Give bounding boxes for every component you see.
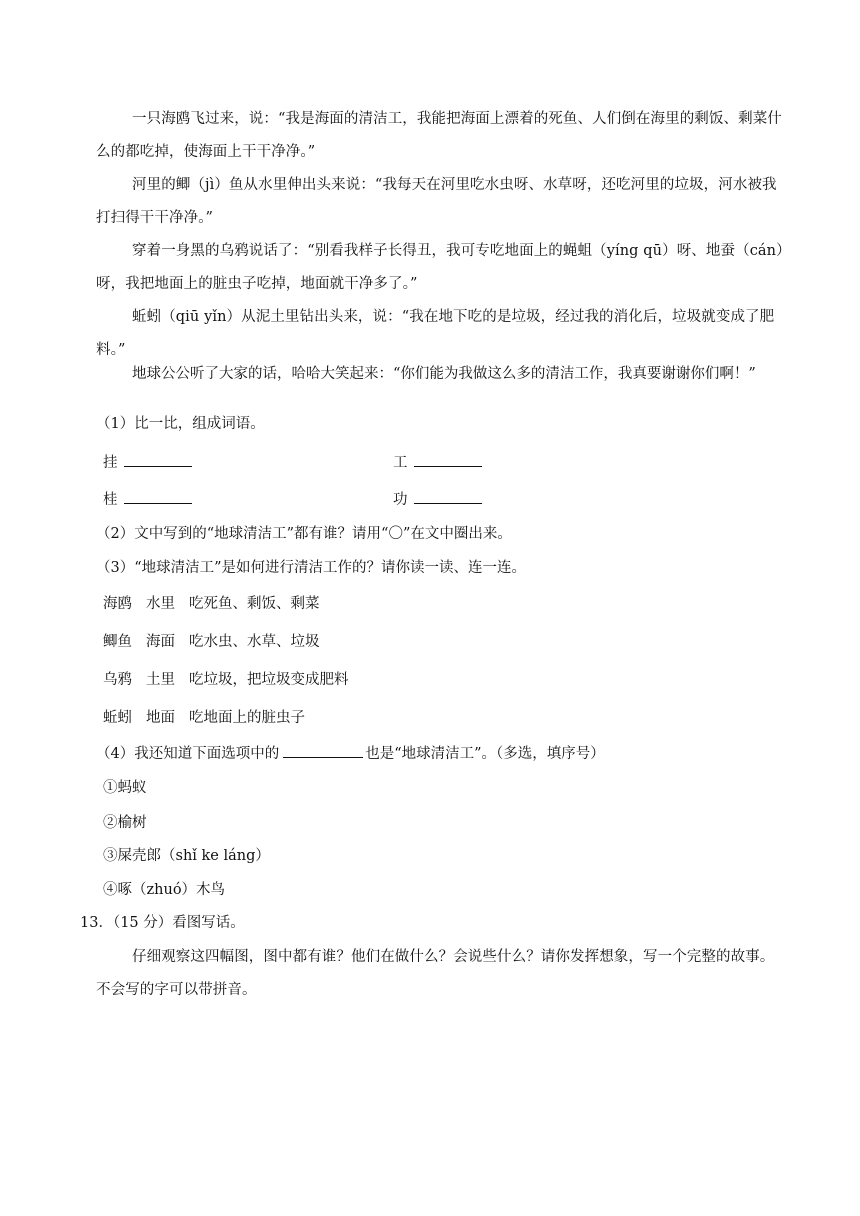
matching-row	[103, 670, 349, 690]
matching-place[interactable]: 土里	[146, 672, 175, 688]
answer-blank[interactable]	[124, 452, 192, 467]
option-item: ①蚂蚁	[103, 780, 147, 796]
story-paragraph-crow: 穿着一身黑的乌鸦说话了：“别看我样子长得丑，我可专吃地面上的蝇蛆（yíng qū）呀、地蚕（cán）呀，我把地面上的脏虫子吃掉，地面就干净多了。”	[96, 243, 784, 292]
matching-action[interactable]: 吃垃圾，把垃圾变成肥料	[189, 672, 349, 688]
question-2-prompt: （2）文中写到的“地球清洁工”都有谁？请用“〇”在文中圈出来。	[96, 526, 512, 542]
matching-row	[103, 594, 320, 614]
question-4-suffix: 也是“地球清洁工”。（多选，填序号）	[365, 746, 605, 762]
question-13-header: 13．（15 分）看图写话。	[80, 915, 245, 931]
character: 挂	[103, 455, 118, 471]
answer-blank[interactable]	[283, 743, 363, 758]
matching-action[interactable]: 吃地面上的脏虫子	[189, 710, 305, 726]
matching-animal[interactable]: 蚯蚓	[103, 710, 132, 726]
answer-blank[interactable]	[414, 452, 482, 467]
answer-blank[interactable]	[124, 489, 192, 504]
matching-row	[103, 708, 305, 728]
word-pair-item	[393, 452, 482, 473]
matching-place[interactable]: 水里	[146, 596, 175, 612]
question-1-prompt: （1）比一比，组成词语。	[96, 416, 265, 432]
matching-place[interactable]: 海面	[146, 634, 175, 650]
story-paragraph-earthworm: 蚯蚓（qiū yǐn）从泥土里钻出头来，说：“我在地下吃的是垃圾，经过我的消化后，垃圾就变成了肥料。”	[96, 309, 775, 358]
option-item: ③屎壳郎（shǐ ke láng）	[103, 848, 270, 864]
matching-animal[interactable]: 鲫鱼	[103, 634, 132, 650]
matching-animal[interactable]: 乌鸦	[103, 672, 132, 688]
option-item: ②榆树	[103, 815, 147, 831]
matching-place[interactable]: 地面	[146, 710, 175, 726]
word-pair-item	[103, 489, 192, 510]
character: 工	[393, 455, 408, 471]
question-4-prefix: （4）我还知道下面选项中的	[96, 746, 280, 762]
story-paragraph-seagull: 一只海鸥飞过来，说：“我是海面的清洁工，我能把海面上漂着的死鱼、人们倒在海里的剩饭、剩菜什么的都吃掉，使海面上干干净净。”	[96, 111, 782, 160]
word-pair-item	[103, 452, 192, 473]
option-item: ④啄（zhuó）木鸟	[103, 882, 226, 898]
question-3-prompt: （3）“地球清洁工”是如何进行清洁工作的？请你读一读、连一连。	[96, 560, 527, 576]
story-paragraph-crucian-carp: 河里的鲫（jì）鱼从水里伸出头来说：“我每天在河里吃水虫呀、水草呀，还吃河里的垃圾，河水被我打扫得干干净净。”	[96, 177, 777, 226]
question-13-instructions: 仔细观察这四幅图，图中都有谁？他们在做什么？会说些什么？请你发挥想象，写一个完整的故事。不会写的字可以带拼音。	[96, 949, 775, 998]
matching-action[interactable]: 吃水虫、水草、垃圾	[189, 634, 320, 650]
answer-blank[interactable]	[414, 489, 482, 504]
matching-action[interactable]: 吃死鱼、剩饭、剩菜	[189, 596, 320, 612]
question-4-prompt	[96, 743, 605, 764]
matching-animal[interactable]: 海鸥	[103, 596, 132, 612]
character: 桂	[103, 492, 118, 508]
word-pair-item	[393, 489, 482, 510]
matching-row	[103, 632, 320, 652]
character: 功	[393, 492, 408, 508]
story-paragraph-earth: 地球公公听了大家的话，哈哈大笑起来：“你们能为我做这么多的清洁工作，我真要谢谢你们啊！”	[132, 366, 756, 382]
